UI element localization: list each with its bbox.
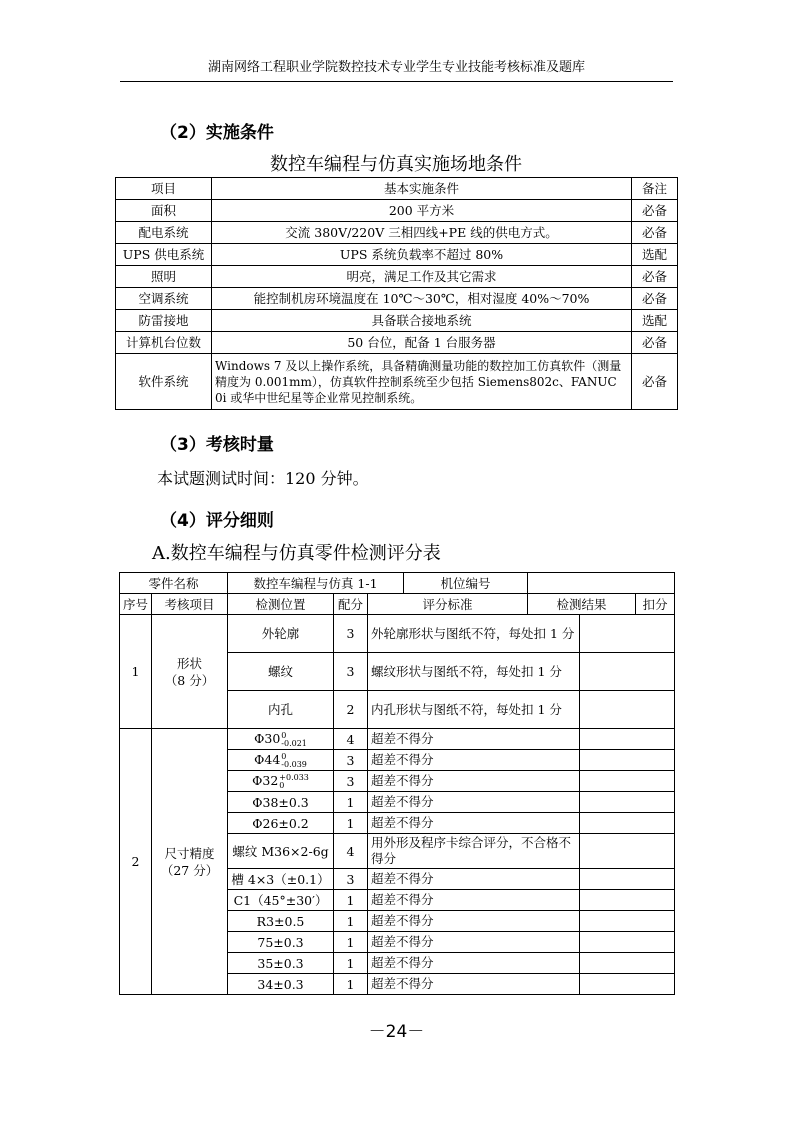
score-value: 3: [334, 615, 368, 653]
condition-cell: 50 台位，配备 1 台服务器: [212, 332, 632, 354]
note-cell: 必备: [632, 354, 678, 410]
item-cell: 软件系统: [116, 354, 212, 410]
table1-row: [116, 310, 678, 332]
check-position: Φ38±0.3: [228, 792, 334, 813]
check-position: 槽 4×3（±0.1）: [228, 869, 334, 890]
condition-cell: Windows 7 及以上操作系统，具备精确测量功能的数控加工仿真软件（测量精度为 0.001mm），仿真软件控制系统至少包括 Siemens802c、FANUC 0i 或华中世纪星等企业常见控制系统。: [212, 354, 632, 410]
score-value: 1: [334, 953, 368, 974]
result-cell: [580, 834, 675, 869]
table1-software-row: [116, 354, 678, 410]
criteria: 用外形及程序卡综合评分，不合格不得分: [368, 834, 580, 869]
check-position: 螺纹 M36×2-6g: [228, 834, 334, 869]
table1-row: [116, 244, 678, 266]
criteria: 内孔形状与图纸不符，每处扣 1 分: [368, 691, 580, 729]
section-title-conditions: （2）实施条件: [160, 123, 274, 143]
check-position: 内孔: [228, 691, 334, 729]
note-cell: 必备: [632, 200, 678, 222]
score-value: 1: [334, 932, 368, 953]
part-info-row: [120, 573, 675, 594]
check-position: [228, 771, 334, 792]
score-value: 3: [334, 869, 368, 890]
running-header: 湖南网络工程职业学院数控技术专业学生专业技能考核标准及题库: [207, 60, 585, 75]
check-position: Φ26±0.2: [228, 813, 334, 834]
criteria: 超差不得分: [368, 792, 580, 813]
criteria: 螺纹形状与图纸不符，每处扣 1 分: [368, 653, 580, 691]
table1-row: [116, 332, 678, 354]
criteria: 超差不得分: [368, 750, 580, 771]
header-cell: 考核项目: [152, 594, 228, 615]
header-cell: 备注: [632, 178, 678, 200]
tolerance: [281, 753, 307, 769]
tolerance-upper: +0.033: [279, 772, 309, 782]
header-cell: 评分标准: [368, 594, 528, 615]
result-cell: [580, 771, 675, 792]
table2-header-row: [120, 594, 675, 615]
item-cell: 照明: [116, 266, 212, 288]
criteria: 超差不得分: [368, 974, 580, 995]
score-value: 1: [334, 911, 368, 932]
note-cell: 必备: [632, 222, 678, 244]
tolerance-lower: -0.021: [281, 738, 307, 748]
criteria: 超差不得分: [368, 932, 580, 953]
page-number: －24－: [368, 1022, 425, 1042]
duration-text: 本试题测试时间：120 分钟。: [157, 469, 369, 488]
check-position: 75±0.3: [228, 932, 334, 953]
condition-cell: 交流 380V/220V 三相四线+PE 线的供电方式。: [212, 222, 632, 244]
check-position: 外轮廓: [228, 615, 334, 653]
score-value: 1: [334, 813, 368, 834]
note-cell: 必备: [632, 332, 678, 354]
group-item-points: （8 分）: [164, 672, 215, 688]
result-cell: [580, 911, 675, 932]
station-label: 机位编号: [404, 573, 528, 594]
table1-row: [116, 222, 678, 244]
result-cell: [580, 932, 675, 953]
table1-header-row: [116, 178, 678, 200]
note-cell: 选配: [632, 244, 678, 266]
score-value: 1: [334, 974, 368, 995]
item-cell: 防雷接地: [116, 310, 212, 332]
tolerance: [281, 732, 307, 748]
result-cell: [580, 890, 675, 911]
result-cell: [580, 869, 675, 890]
tolerance: [279, 774, 309, 790]
result-cell: [580, 974, 675, 995]
station-value: [528, 573, 675, 594]
check-position: 35±0.3: [228, 953, 334, 974]
check-position: 34±0.3: [228, 974, 334, 995]
section-title-duration: （3）考核时量: [160, 435, 274, 455]
item-cell: UPS 供电系统: [116, 244, 212, 266]
score-value: 4: [334, 834, 368, 869]
score-value: 1: [334, 792, 368, 813]
venue-conditions-table: [115, 177, 678, 410]
group-number: 1: [120, 615, 152, 729]
result-cell: [580, 813, 675, 834]
table1-row: [116, 288, 678, 310]
group-item-name: 形状: [177, 655, 203, 671]
tolerance-lower: 0: [279, 780, 285, 790]
group-item: [152, 729, 228, 995]
result-cell: [580, 792, 675, 813]
header-cell: 检测结果: [528, 594, 636, 615]
group-item-points: （27 分）: [160, 862, 219, 878]
check-position: 螺纹: [228, 653, 334, 691]
group-item-name: 尺寸精度: [164, 845, 215, 861]
check-position: [228, 729, 334, 750]
result-cell: [580, 953, 675, 974]
condition-cell: UPS 系统负载率不超过 80%: [212, 244, 632, 266]
header-rule: [120, 81, 673, 82]
dimension-base: Φ44: [254, 752, 281, 768]
score-value: 2: [334, 691, 368, 729]
criteria: 超差不得分: [368, 869, 580, 890]
scoring-table: [119, 572, 675, 995]
header-cell: 项目: [116, 178, 212, 200]
criteria: 超差不得分: [368, 890, 580, 911]
result-cell: [580, 750, 675, 771]
check-position: C1（45°±30′）: [228, 890, 334, 911]
result-cell: [580, 653, 675, 691]
note-cell: 选配: [632, 310, 678, 332]
header-cell: 扣分: [636, 594, 675, 615]
criteria: 外轮廓形状与图纸不符，每处扣 1 分: [368, 615, 580, 653]
header-cell: 检测位置: [228, 594, 334, 615]
header-cell: 序号: [120, 594, 152, 615]
note-cell: 必备: [632, 288, 678, 310]
tolerance-lower: -0.039: [281, 759, 307, 769]
condition-cell: 明亮，满足工作及其它需求: [212, 266, 632, 288]
score-row: [120, 729, 675, 750]
check-position: [228, 750, 334, 771]
score-value: 3: [334, 750, 368, 771]
dimension-base: Φ30: [254, 731, 281, 747]
item-cell: 配电系统: [116, 222, 212, 244]
tolerance-upper: 0: [281, 751, 287, 761]
criteria: 超差不得分: [368, 729, 580, 750]
score-value: 3: [334, 771, 368, 792]
score-value: 4: [334, 729, 368, 750]
item-cell: 空调系统: [116, 288, 212, 310]
result-cell: [580, 729, 675, 750]
table2-caption: A.数控车编程与仿真零件检测评分表: [152, 543, 441, 564]
score-value: 3: [334, 653, 368, 691]
table1-row: [116, 266, 678, 288]
check-position: R3±0.5: [228, 911, 334, 932]
table1-row: [116, 200, 678, 222]
criteria: 超差不得分: [368, 771, 580, 792]
group-number: 2: [120, 729, 152, 995]
dimension-base: Φ32: [252, 773, 279, 789]
header-cell: 配分: [334, 594, 368, 615]
group-item: [152, 615, 228, 729]
condition-cell: 具备联合接地系统: [212, 310, 632, 332]
criteria: 超差不得分: [368, 813, 580, 834]
item-cell: 计算机台位数: [116, 332, 212, 354]
condition-cell: 200 平方米: [212, 200, 632, 222]
criteria: 超差不得分: [368, 953, 580, 974]
tolerance-upper: 0: [281, 730, 287, 740]
result-cell: [580, 691, 675, 729]
section-title-scoring: （4）评分细则: [160, 511, 274, 531]
criteria: 超差不得分: [368, 911, 580, 932]
table1-caption: 数控车编程与仿真实施场地条件: [270, 154, 522, 175]
item-cell: 面积: [116, 200, 212, 222]
score-row: [120, 615, 675, 653]
result-cell: [580, 615, 675, 653]
condition-cell: 能控制机房环境温度在 10℃～30℃，相对湿度 40%～70%: [212, 288, 632, 310]
note-cell: 必备: [632, 266, 678, 288]
part-name-label: 零件名称: [120, 573, 228, 594]
header-cell: 基本实施条件: [212, 178, 632, 200]
part-name-value: 数控车编程与仿真 1-1: [228, 573, 404, 594]
score-value: 1: [334, 890, 368, 911]
